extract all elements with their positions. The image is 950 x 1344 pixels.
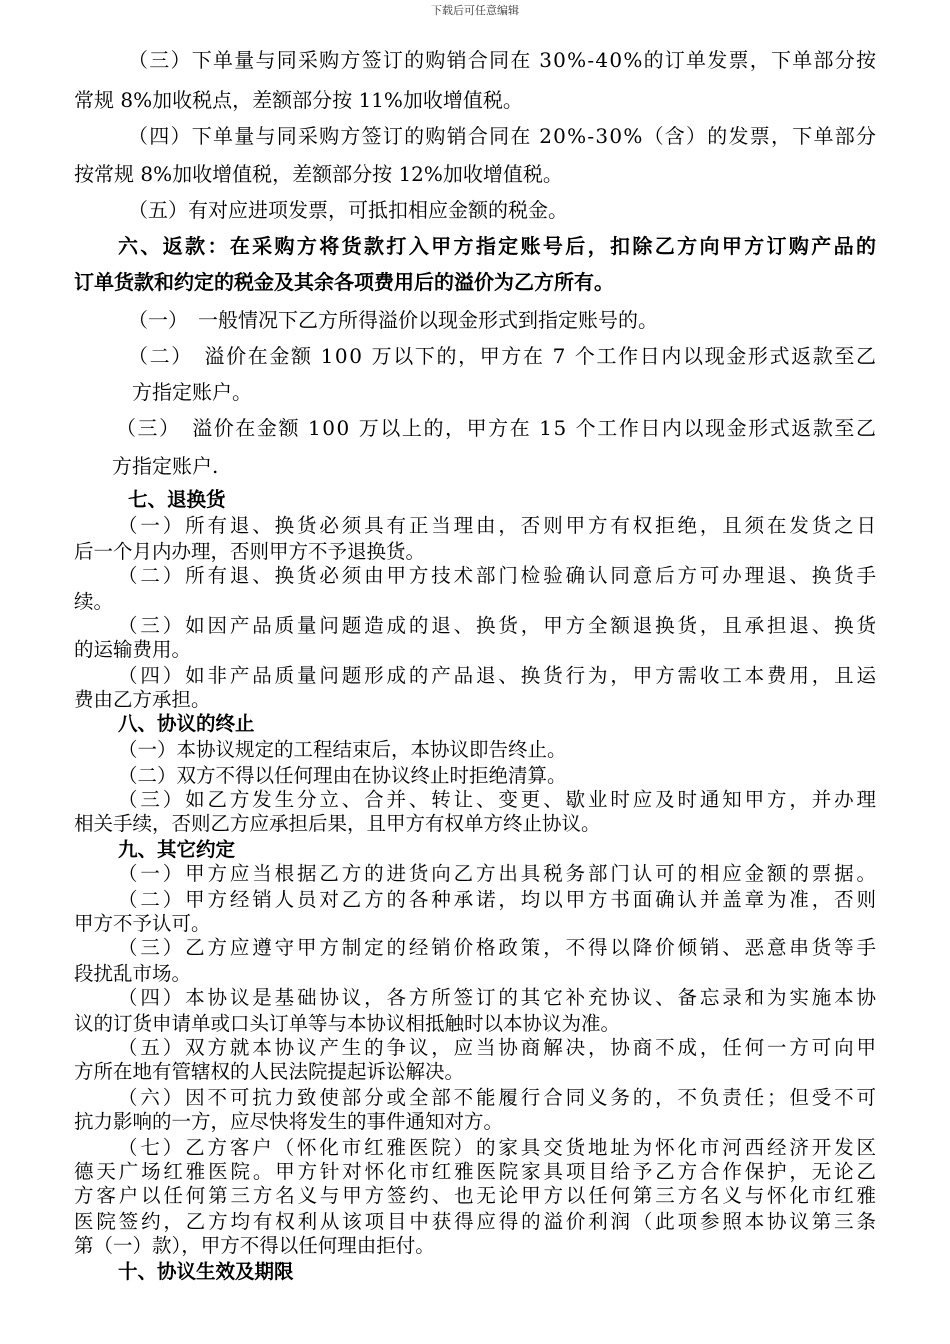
paragraph-line: （三）下单量与同采购方签订的购销合同在 30%-40%的订单发票，下单部分按 bbox=[128, 48, 878, 72]
paragraph-line: 按常规 8%加收增值税，差额部分按 12%加收增值税。 bbox=[74, 162, 563, 186]
section-heading: 七、退换货 bbox=[128, 488, 226, 511]
paragraph-line: 医院签约，乙方均有权利从该项目中获得应得的溢价利润（此项参照本协议第三条 bbox=[74, 1210, 879, 1233]
section-heading: 六、返款：在采购方将货款打入甲方指定账号后，扣除乙方向甲方订购产品的 bbox=[118, 234, 879, 258]
paragraph-line: （一） 一般情况下乙方所得溢价以现金形式到指定账号的。 bbox=[128, 308, 658, 332]
paragraph-line: 费由乙方承担。 bbox=[74, 688, 211, 711]
paragraph-line: 甲方不予认可。 bbox=[74, 912, 211, 935]
paragraph-line: （一）甲方应当根据乙方的进货向乙方出具税务部门认可的相应金额的票据。 bbox=[118, 862, 879, 885]
paragraph-line: （五）双方就本协议产生的争议，应当协商解决，协商不成，任何一方可向甲 bbox=[118, 1036, 879, 1059]
paragraph-line: （四）下单量与同采购方签订的购销合同在 20%-30%（含）的发票，下单部分 bbox=[128, 124, 878, 148]
paragraph-line: 相关手续，否则乙方应承担后果，且甲方有权单方终止协议。 bbox=[74, 812, 601, 835]
paragraph-line: （二）甲方经销人员对乙方的各种承诺，均以甲方书面确认并盖章为准，否则 bbox=[118, 888, 879, 911]
paragraph-line: 方客户以任何第三方名义与甲方签约、也无论甲方以任何第三方名义与怀化市红雅 bbox=[74, 1184, 879, 1207]
paragraph-line: 第（一）款），甲方不得以任何理由拒付。 bbox=[74, 1234, 435, 1257]
paragraph-line: 续。 bbox=[74, 590, 114, 613]
paragraph-line: 方所在地有管辖权的人民法院提起诉讼解决。 bbox=[74, 1060, 465, 1083]
paragraph-line: （一）所有退、换货必须具有正当理由，否则甲方有权拒绝，且须在发货之日 bbox=[118, 514, 879, 537]
paragraph-line: （四）如非产品质量问题形成的产品退、换货行为，甲方需收工本费用，且运 bbox=[118, 664, 879, 687]
paragraph-line: （二） 溢价在金额 100 万以下的，甲方在 7 个工作日内以现金形式返款至乙 bbox=[128, 344, 878, 368]
paragraph-line: 段扰乱市场。 bbox=[74, 962, 192, 985]
section-heading: 九、其它约定 bbox=[118, 838, 236, 861]
paragraph-line: 议的订货申请单或口头订单等与本协议相抵触时以本协议为准。 bbox=[74, 1012, 621, 1035]
paragraph-line: （一）本协议规定的工程结束后，本协议即告终止。 bbox=[118, 738, 567, 761]
paragraph-line: （三） 溢价在金额 100 万以上的，甲方在 15 个工作日内以现金形式返款至乙 bbox=[116, 416, 878, 440]
paragraph-line: （四）本协议是基础协议，各方所签订的其它补充协议、备忘录和为实施本协 bbox=[118, 986, 879, 1009]
paragraph-line: （五）有对应进项发票，可抵扣相应金额的税金。 bbox=[128, 198, 568, 222]
section-heading: 八、协议的终止 bbox=[118, 712, 255, 735]
paragraph-line: 后一个月内办理，否则甲方不予退换货。 bbox=[74, 540, 426, 563]
paragraph-line: （三）如因产品质量问题造成的退、换货，甲方全额退换货，且承担退、换货 bbox=[118, 614, 879, 637]
paragraph-line: （三）乙方应遵守甲方制定的经销价格政策，不得以降价倾销、恶意串货等手 bbox=[118, 936, 879, 959]
paragraph-line: （二）所有退、换货必须由甲方技术部门检验确认同意后方可办理退、换货手 bbox=[118, 564, 879, 587]
paragraph-line: （七）乙方客户（怀化市红雅医院）的家具交货地址为怀化市河西经济开发区 bbox=[118, 1136, 879, 1159]
section-heading: 订单货款和约定的税金及其余各项费用后的溢价为乙方所有。 bbox=[74, 270, 614, 294]
paragraph-line: 常规 8%加收税点，差额部分按 11%加收增值税。 bbox=[74, 88, 523, 112]
paragraph-line: 方指定账户. bbox=[112, 454, 219, 478]
section-heading: 十、协议生效及期限 bbox=[118, 1260, 294, 1283]
page-header: 下载后可任意编辑 bbox=[431, 4, 519, 17]
paragraph-line: （三）如乙方发生分立、合并、转让、变更、歇业时应及时通知甲方，并办理 bbox=[118, 788, 879, 811]
paragraph-line: 方指定账户。 bbox=[132, 380, 252, 404]
paragraph-line: 的运输费用。 bbox=[74, 638, 192, 661]
paragraph-line: （二）双方不得以任何理由在协议终止时拒绝清算。 bbox=[118, 764, 567, 787]
paragraph-line: 德天广场红雅医院。甲方针对怀化市红雅医院家具项目给予乙方合作保护，无论乙 bbox=[74, 1160, 879, 1183]
paragraph-line: 抗力影响的一方，应尽快将发生的事件通知对方。 bbox=[74, 1110, 504, 1133]
paragraph-line: （六）因不可抗力致使部分或全部不能履行合同义务的，不负责任；但受不可 bbox=[118, 1086, 879, 1109]
